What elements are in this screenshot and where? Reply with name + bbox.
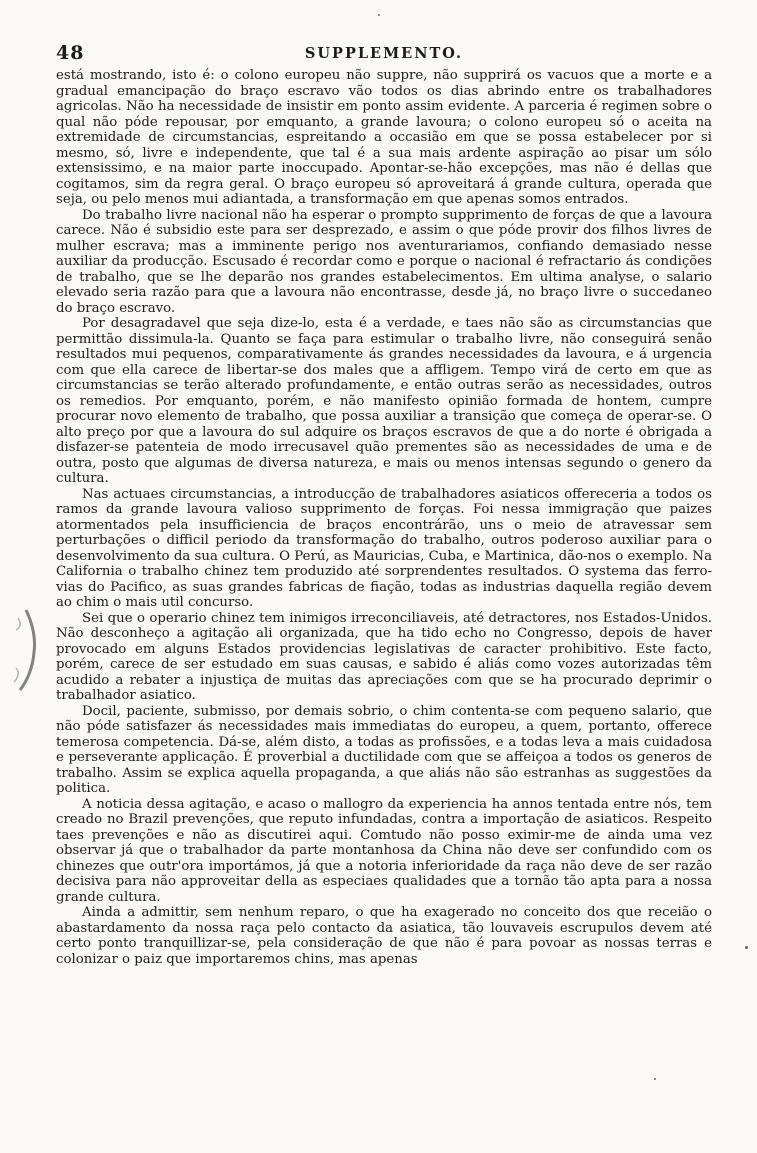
- page-header: [56, 42, 712, 66]
- speck-bottom: [654, 1078, 656, 1080]
- speck-right: [745, 946, 748, 949]
- margin-ink-stain: [12, 608, 38, 692]
- speck-top: [378, 14, 380, 16]
- paragraph: Sei que o operario chinez tem inimigos irreconciliaveis, até detractores, nos Estados-Unidos. Não desconheço a agitação ali organizada, que ha tido echo no Congresso, depois de haver provocado em alguns Estados providencias legislativas de caracter prohibitivo. Este facto, porém, carece de ser estudado em suas causas, e sabido é aliás como vozes autorizadas têm acudido a rebater a injustiça de muitas das apreciações com que se ha procurado deprimir o trabalhador asiatico.: [56, 610, 712, 703]
- paragraph: Do trabalho livre nacional não ha esperar o prompto supprimento de forças de que a lavoura carece. Não é subsidio este para ser desprezado, e assim o que póde provir dos filhos livres de mulher escrava; mas a imminente perigo nos aventurariamos, confiando demasiado nesse auxiliar da producção. Escusado é recordar como e porque o nacional é refractario ás condições de trabalho, que se lhe deparão nos grandes estabelecimentos. Em ultima analyse, o salario elevado seria razão para que a lavoura não encontrasse, desde já, no braço livre o succedaneo do braço escravo.: [56, 207, 712, 316]
- paragraph: A noticia dessa agitação, e acaso o mallogro da experiencia ha annos tentada entre nós, tem creado no Brazil prevenções, que reputo infundadas, contra a importação de asiaticos. Respeito taes prevenções e não as discutirei aqui. Comtudo não posso eximir-me de ainda uma vez observar já que o trabalhador da parte montanhosa da China não deve ser confundido com os chinezes que outr'ora importámos, já que a notoria inferioridade da raça não deve de ser razão decisiva para não approveitar della as especiaes qualidades que a tornão tão apta para a nossa grande cultura.: [56, 796, 712, 905]
- paragraph: Nas actuaes circumstancias, a introducção de trabalhadores asiaticos offereceria a todos os ramos da grande lavoura valioso supprimento de forças. Foi nessa immigração que paizes atormentados pela insufficiencia de braços encontrárão, uns o meio de atravessar sem perturbações o difficil periodo da transformação do trabalho, outros poderoso auxiliar para o desenvolvimento da sua cultura. O Perú, as Mauricias, Cuba, e Martinica, dão-nos o exemplo. Na California o trabalho chinez tem produzido até sorprendentes resultados. O systema das ferro-vias do Pacifico, as suas grandes fabricas de fiação, todas as industrias daquella região devem ao chim o mais util concurso.: [56, 486, 712, 610]
- body-text: [56, 68, 712, 967]
- paragraph: Docil, paciente, submisso, por demais sobrio, o chim contenta-se com pequeno salario, que não póde satisfazer ás necessidades mais immediatas do europeu, a quem, portanto, offerece temerosa competencia. Dá-se, além disto, a todas as profissões, e a todas leva a mais cuidadosa e perseverante applicação. É proverbial a ductilidade com que se affeiçoa a todos os generos de trabalho. Assim se explica aquella propaganda, a que aliás não são estranhas as suggestões da politica.: [56, 703, 712, 796]
- paragraph: está mostrando, isto é: o colono europeu não suppre, não supprirá os vacuos que a morte e a gradual emancipação do braço escravo vão todos os dias abrindo entre os trabalhadores agricolas. Não ha necessidade de insistir em ponto assim evidente. A parceria é regimen sobre o qual não póde repousar, por emquanto, a grande lavoura; o colono europeu só o aceita na extremidade de circumstancias, espreitando a occasião em que se possa estabelecer por si mesmo, só, livre e independente, que tal é a sua mais ardente aspiração ao pisar um sólo extensissimo, e na maior parte inoccupado. Apontar-se-hão excepções, mas não é dellas que cogitamos, sim da regra geral. O braço europeu só aproveitará á grande cultura, operada que seja, ou pelo menos mui adiantada, a transformação em que apenas somos entrados.: [56, 68, 712, 207]
- paragraph: Ainda a admittir, sem nenhum reparo, o que ha exagerado no conceito dos que receião o abastardamento da nossa raça pelo contacto da asiatica, tão louvaveis escrupulos devem até certo ponto tranquillizar-se, pela consideração de que não é para povoar as nossas terras e colonizar o paiz que importaremos chins, mas apenas: [56, 905, 712, 967]
- running-title: SUPPLEMENTO.: [304, 45, 464, 62]
- paragraph: Por desagradavel que seja dize-lo, esta é a verdade, e taes não são as circumstancias que permittão dissimula-la. Quanto se faça para estimular o trabalho livre, não conseguirá senão resultados mui pequenos, comparativamente ás grandes necessidades da lavoura, e á urgencia com que ella carece de libertar-se dos males que a affligem. Tempo virá de certo em que as circumstancias se terão alterado profundamente, e então outras serão as necessidades, outros os remedios. Por emquanto, porém, e não manifesto opinião formada de hontem, cumpre procurar novo elemento de trabalho, que possa auxiliar a transição que começa de operar-se. O alto preço por que a lavoura do sul adquire os braços escravos de que a do norte é obrigada a disfazer-se patenteia de modo irrecusavel quão prementes são as necessidades de uma e de outra, posto que algumas de diversa natureza, e mais ou menos intensas segundo o genero da cultura.: [56, 316, 712, 486]
- book-page: [56, 42, 712, 967]
- page-number: 48: [56, 42, 85, 64]
